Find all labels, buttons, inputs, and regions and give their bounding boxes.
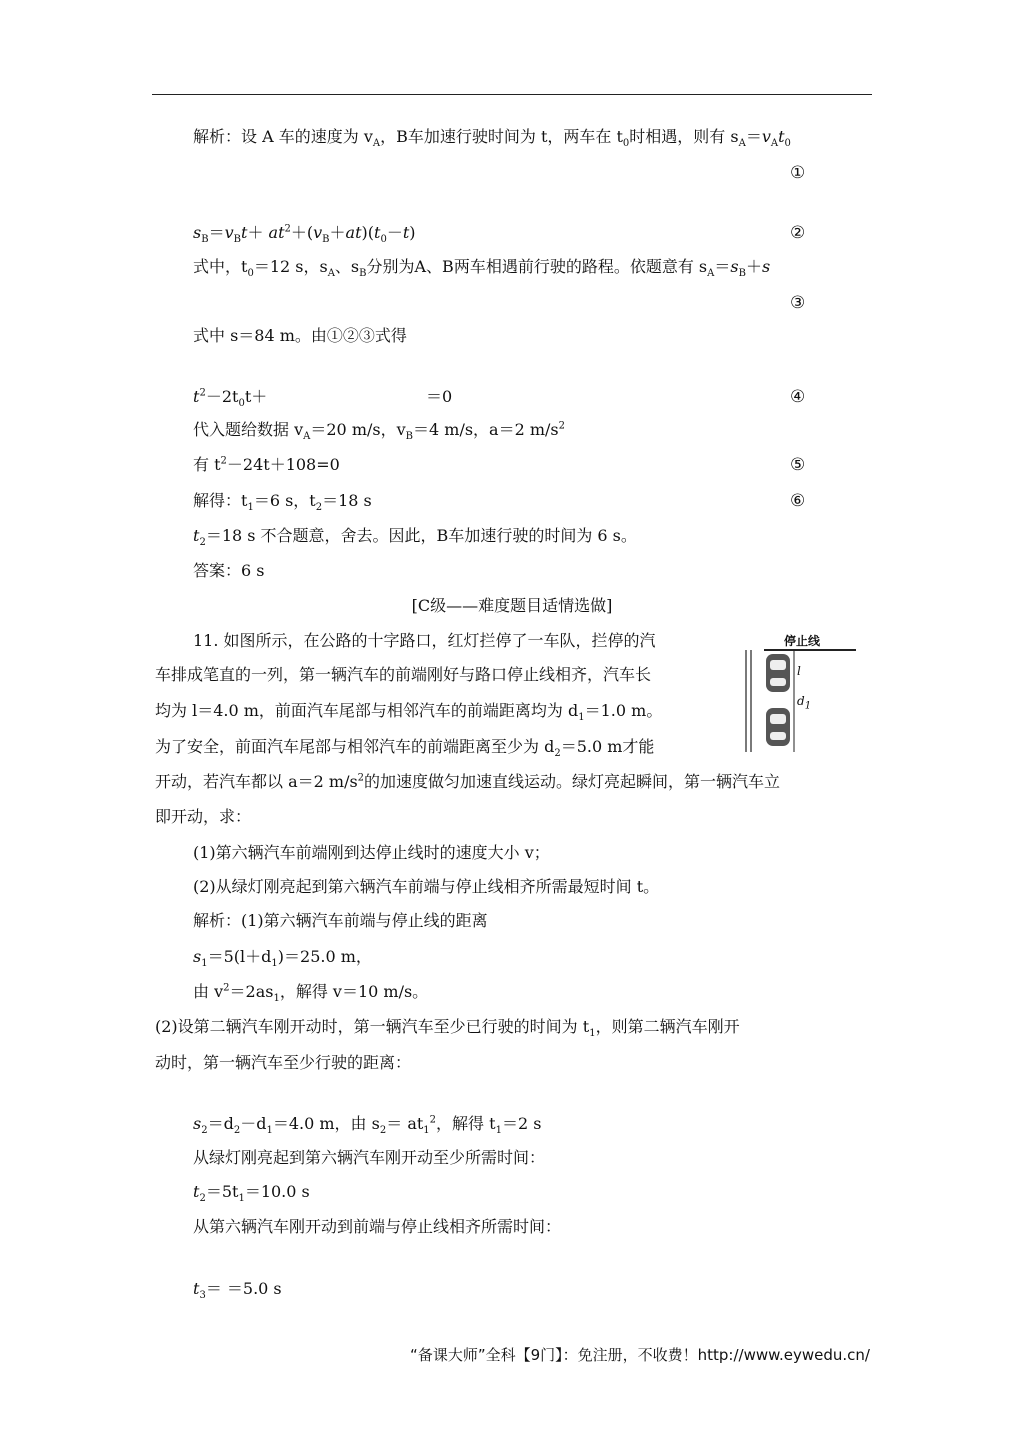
text-line: $t_2=18$ s 不合题意，舍去。因此，B车加速行驶的时间为 6 s。: [193, 526, 637, 549]
text-line: 从绿灯刚亮起到第六辆汽车刚开动至少所需时间：: [193, 1148, 546, 1167]
header-rule: [152, 94, 872, 95]
text-line: $t_2=5t_1=10.0$ s: [193, 1182, 310, 1205]
text-line: $t^2-2t_0t+$: [193, 387, 268, 410]
text-line: 由 $v^2=2as_1$，解得 v＝10 m/s。: [193, 982, 429, 1005]
car-icon: [766, 708, 790, 746]
text-line: $s_1=5(l+d_1)=25.0$ m，: [193, 947, 372, 970]
text-line: 车排成笔直的一列，第一辆汽车的前端刚好与路口停止线相齐，汽车长: [155, 665, 652, 684]
equation-marker: ①: [790, 163, 806, 183]
text-line: 解得：$t_1=6$ s，$t_2=18$ s: [193, 491, 372, 514]
text-line: 解析：设 A 车的速度为 $v_A$，B车加速行驶时间为 t，两车在 $t_0$时相遇，则有 $s_A=v_At_0$: [193, 127, 791, 150]
text-line: 均为 l＝4.0 m，前面汽车尾部与相邻汽车的前端距离均为 $d_1=1.0$ m。: [155, 701, 663, 724]
equation-marker: ④: [790, 387, 806, 407]
footer-text: “备课大师”全科【9门】：免注册，不收费！http://www.eywedu.cn/: [410, 1346, 870, 1364]
text-line: 为了安全，前面汽车尾部与相邻汽车的前端距离至少为 $d_2=5.0$ m才能: [155, 737, 655, 760]
car-icon: [766, 654, 790, 692]
stop-line-figure: [742, 630, 858, 752]
section-heading: [C级——难度题目适情选做]: [411, 596, 613, 615]
text-line: 式中 s＝84 m。由①②③式得: [193, 326, 407, 345]
text-line: 从第六辆汽车刚开动到前端与停止线相齐所需时间：: [193, 1217, 562, 1236]
text-line: 11. 如图所示，在公路的十字路口，红灯拦停了一车队，拦停的汽: [193, 631, 656, 650]
text-line: 式中，$t_0=12$ s，$s_A$、$s_B$分别为A、B两车相遇前行驶的路程。依题意有 $s_A=s_B+s$: [193, 257, 771, 280]
text-line: 即开动，求：: [155, 807, 252, 826]
text-line: (2)设第二辆汽车刚开动时，第一辆汽车至少已行驶的时间为 $t_1$，则第二辆汽车刚开: [155, 1017, 740, 1040]
text-line: 开动，若汽车都以 a＝2 $m/s^2$的加速度做匀加速直线运动。绿灯亮起瞬间，第一辆汽车立: [155, 772, 781, 791]
text-line: $t_3= =5.0$ s: [193, 1279, 282, 1302]
text-line: 解析：(1)第六辆汽车前端与停止线的距离: [193, 911, 488, 930]
equation-marker: ②: [790, 223, 806, 243]
text-line: (2)从绿灯刚亮起到第六辆汽车前端与停止线相齐所需最短时间 t。: [193, 877, 660, 896]
text-line: ＝0: [426, 387, 453, 406]
gap-label: $d_1$: [797, 694, 812, 712]
text-line: 动时，第一辆汽车至少行驶的距离：: [155, 1053, 412, 1072]
length-label: l: [797, 664, 801, 678]
text-line: 有 $t^2-24t+108=0$: [193, 455, 340, 474]
text-line: (1)第六辆汽车前端刚到达停止线时的速度大小 v；: [193, 843, 550, 862]
equation-marker: ③: [790, 293, 806, 313]
answer-line: 答案：6 s: [193, 561, 265, 580]
text-line: 代入题给数据 $v_A=20$ m/s，$v_B=4$ m/s，a＝2 $m/s^2$: [193, 420, 565, 443]
text-line: $s_2=d_2-d_1=4.0$ m，由 $s_2= at_1^2$，解得 $t_1=2$ s: [193, 1114, 542, 1137]
equation-marker: ⑤: [790, 455, 806, 475]
text-line: $s_B=v_Bt+ at^2+(v_B+at)(t_0-t)$: [193, 223, 416, 246]
stop-line-label: 停止线: [784, 634, 821, 648]
equation-marker: ⑥: [790, 491, 806, 511]
